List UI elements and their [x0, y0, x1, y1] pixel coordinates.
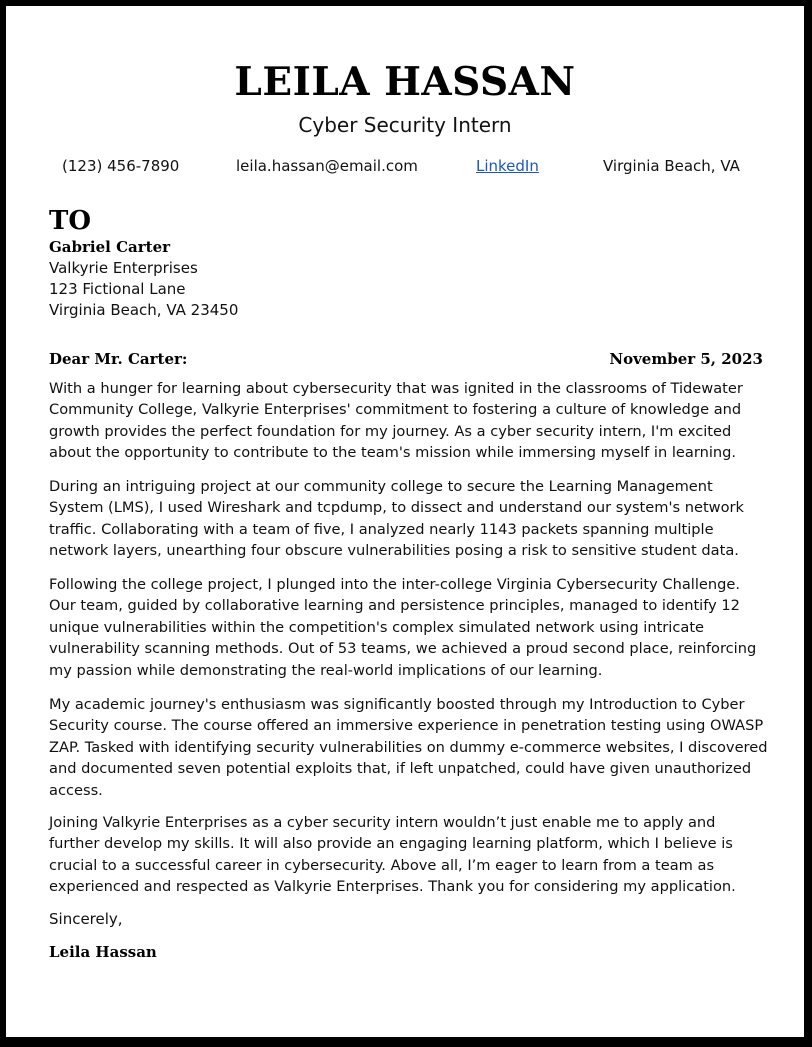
signature: Leila Hassan [49, 943, 157, 961]
contact-phone: (123) 456-7890 [62, 157, 180, 175]
applicant-role: Cyber Security Intern [298, 113, 512, 137]
closing: Sincerely, [49, 910, 123, 928]
salutation: Dear Mr. Carter: [49, 350, 188, 368]
body-paragraph-5: Joining Valkyrie Enterprises as a cyber security intern wouldn’t just enable me to apply and further develop my skills. It will also provide an engaging learning platform, which I believe is crucial to a successful career in cybersecurity. Above all, I’m eager to learn from a team as experienced and respected as Valkyrie Enterprises. Thank you for considering my application. [49, 814, 736, 896]
recipient-name: Gabriel Carter [49, 238, 171, 256]
body-paragraph-4: My academic journey's enthusiasm was significantly boosted through my Introduction to Cyber Security course. The course offered an immersive experience in penetration testing using OWASP ZAP. Tasked with identifying security vulnerabilities on dummy e-commerce websites, I discovered and documented seven potential exploits that, if left unpatched, could have given unauthorized access. [49, 696, 768, 799]
body-paragraph-2: During an intriguing project at our community college to secure the Learning Management System (LMS), I used Wireshark and tcpdump, to dissect and understand our system's network traffic. Collaborating with a team of five, I analyzed nearly 1143 packets spanning multiple network layers, unearthing four obscure vulnerabilities posing a risk to sensitive student data. [49, 478, 744, 560]
contact-location: Virginia Beach, VA [603, 157, 740, 175]
recipient-street: 123 Fictional Lane [49, 280, 186, 298]
linkedin-link[interactable]: LinkedIn [476, 157, 539, 175]
recipient-company: Valkyrie Enterprises [49, 259, 198, 277]
body-paragraph-1: With a hunger for learning about cybersecurity that was ignited in the classrooms of Tidewater Community College, Valkyrie Enterprises' commitment to fostering a culture of knowledge and growth provides the perfect foundation for my journey. As a cyber security intern, I'm excited about the opportunity to contribute to the team's mission while immersing myself in learning. [49, 380, 743, 462]
contact-email: leila.hassan@email.com [236, 157, 418, 175]
letter-date: November 5, 2023 [609, 350, 763, 368]
applicant-name: LEILA HASSAN [234, 59, 576, 105]
to-heading: TO [49, 206, 91, 236]
letter-page [6, 6, 804, 1037]
recipient-city: Virginia Beach, VA 23450 [49, 301, 239, 319]
body-paragraph-3: Following the college project, I plunged into the inter-college Virginia Cybersecurity Challenge. Our team, guided by collaborative learning and persistence principles, managed to identify 12 unique vulnerabilities within the competition's complex simulated network using intricate vulnerability scanning methods. Out of 53 teams, we achieved a proud second place, reinforcing my passion while demonstrating the real-world implications of our learning. [49, 576, 757, 679]
